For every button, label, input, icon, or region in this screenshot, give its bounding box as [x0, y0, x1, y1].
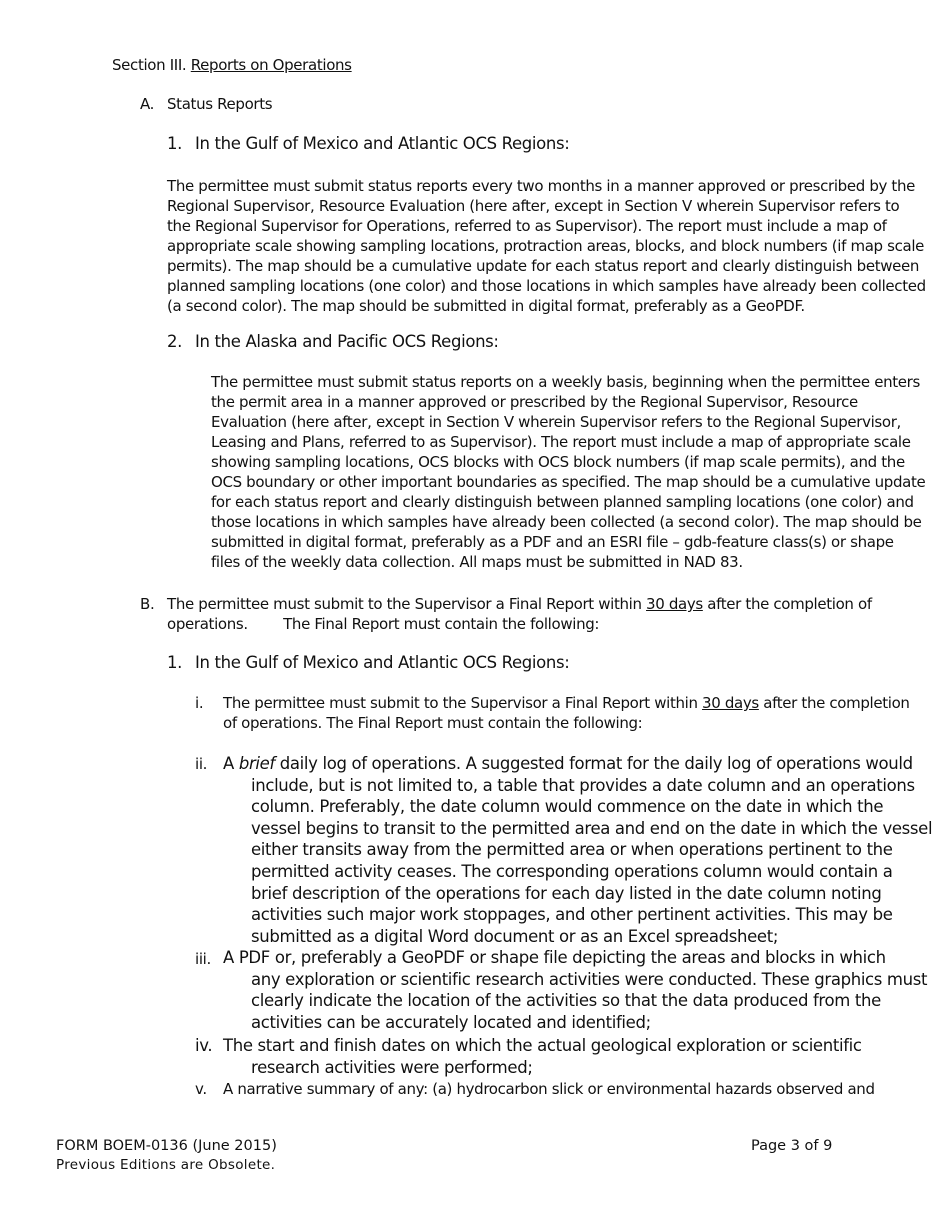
a-item1-marker: 1. [167, 134, 183, 153]
roman-ii-lead: A [223, 754, 239, 773]
paragraph-line: submitted in digital format, preferably as a PDF and an ESRI file – gdb-feature class(s) or shape [211, 533, 894, 551]
a-item2-paragraph [211, 372, 926, 572]
a-item2-title: In the Alaska and Pacific OCS Regions: [195, 332, 499, 351]
paragraph-line: column. Preferably, the date column would commence on the date in which the [251, 797, 884, 817]
paragraph-line: vessel begins to transit to the permitted area and end on the date in which the vessel [251, 818, 933, 838]
roman-v-text: A narrative summary of any: (a) hydrocarbon slick or environmental hazards observed and [223, 1080, 875, 1098]
roman-i-text-before: The permittee must submit to the Supervisor a Final Report within [223, 694, 703, 712]
deadline: 30 days [702, 694, 759, 712]
paragraph-line: files of the weekly data collection. All maps must be submitted in NAD 83. [211, 553, 743, 571]
a-item1-title: In the Gulf of Mexico and Atlantic OCS Regions: [195, 134, 570, 153]
paragraph-line: The permittee must submit status reports every two months in a manner approved or prescribed by the [167, 177, 916, 195]
roman-i-line-1 [223, 693, 913, 713]
roman-iv-continuation [223, 1057, 923, 1079]
intro-text: after the completion of [702, 595, 872, 613]
paragraph-line: for each status report and clearly distinguish between planned sampling locations (one color) and [211, 493, 914, 511]
footer-obsolete-note: Previous Editions are Obsolete. [56, 1157, 276, 1173]
paragraph-line: OCS boundary or other important boundaries as specified. The map should be a cumulative update [211, 473, 926, 491]
roman-iii-text [223, 947, 928, 1033]
footer-page-number: Page 3 of 9 [751, 1138, 833, 1154]
roman-ii-first-line: daily log of operations. A suggested format for the daily log of operations would [274, 754, 913, 773]
roman-iv-marker: iv. [195, 1036, 213, 1055]
paragraph-line: include, but is not limited to, a table that provides a date column and an operations [251, 775, 915, 795]
section-title: Reports on Operations [190, 56, 352, 74]
paragraph-line: planned sampling locations (one color) and those locations in which samples have already been collected [167, 277, 926, 295]
paragraph-line: those locations in which samples have already been collected (a second color). The map should be [211, 513, 922, 531]
roman-ii-emphasis: brief [238, 754, 275, 773]
subsection-a-marker: A. [140, 95, 155, 113]
roman-ii-continuation [223, 775, 933, 948]
roman-ii-text [223, 753, 933, 947]
paragraph-line: research activities were performed; [251, 1057, 533, 1077]
roman-ii-marker: ii. [195, 755, 208, 773]
paragraph-line: permits). The map should be a cumulative update for each status report and clearly distinguish between [167, 257, 920, 275]
deadline: 30 days [646, 595, 703, 613]
paragraph-line: activities such major work stoppages, and other pertinent activities. This may be [251, 905, 893, 925]
paragraph-line: showing sampling locations, OCS blocks with OCS block numbers (if map scale permits), and the [211, 453, 905, 471]
roman-ii-line-1 [223, 753, 923, 775]
roman-i-marker: i. [195, 694, 204, 712]
roman-iv-line-1: The start and finish dates on which the actual geological exploration or scientific [223, 1036, 862, 1055]
paragraph-line: Leasing and Plans, referred to as Supervisor). The report must include a map of appropriate scale [211, 433, 911, 451]
a-item2-marker: 2. [167, 332, 183, 351]
paragraph-line: Evaluation (here after, except in Section V wherein Supervisor refers to the Regional Supervisor, [211, 413, 901, 431]
paragraph-line: activities can be accurately located and identified; [251, 1012, 651, 1032]
section-heading [112, 55, 352, 75]
subsection-a-title: Status Reports [167, 95, 273, 113]
section-label: Section III. [112, 56, 187, 74]
paragraph-line: brief description of the operations for each day listed in the date column noting [251, 883, 882, 903]
intro-text: The permittee must submit to the Supervisor a Final Report within [167, 595, 647, 613]
roman-iv-text [223, 1035, 923, 1078]
paragraph-line: Regional Supervisor, Resource Evaluation (here after, except in Section V wherein Supervisor refers to [167, 197, 900, 215]
paragraph-line: The permittee must submit status reports on a weekly basis, beginning when the permittee enters [211, 373, 920, 391]
b-item1-title: In the Gulf of Mexico and Atlantic OCS Regions: [195, 653, 570, 672]
paragraph-line: clearly indicate the location of the activities so that the data produced from the [251, 991, 881, 1011]
roman-iii-line-1: A PDF or, preferably a GeoPDF or shape file depicting the areas and blocks in which [223, 948, 886, 967]
paragraph-line: any exploration or scientific research activities were conducted. These graphics must [251, 969, 928, 989]
subsection-b-intro [167, 594, 907, 634]
intro-line-1 [167, 594, 907, 614]
roman-iii-continuation [223, 969, 928, 1034]
roman-i-text [223, 693, 913, 733]
a-item1-paragraph [167, 176, 926, 316]
paragraph-line: appropriate scale showing sampling locations, protraction areas, blocks, and block numbers (if map scale [167, 237, 925, 255]
intro-line-2: operations. The Final Report must contain the following: [167, 615, 600, 633]
paragraph-line: (a second color). The map should be submitted in digital format, preferably as a GeoPDF. [167, 297, 805, 315]
subsection-b-marker: B. [140, 595, 155, 613]
paragraph-line: permitted activity ceases. The corresponding operations column would contain a [251, 861, 893, 881]
paragraph-line: the Regional Supervisor for Operations, referred to as Supervisor). The report must include a map of [167, 217, 887, 235]
roman-iii-marker: iii. [195, 950, 211, 968]
footer-form-id: FORM BOEM-0136 (June 2015) [56, 1138, 277, 1154]
roman-i-text-after: after the completion [758, 694, 910, 712]
paragraph-line: either transits away from the permitted area or when operations pertinent to the [251, 840, 893, 860]
roman-i-line-2: of operations. The Final Report must contain the following: [223, 714, 643, 732]
paragraph-line: the permit area in a manner approved or prescribed by the Regional Supervisor, Resource [211, 393, 858, 411]
paragraph-line: submitted as a digital Word document or as an Excel spreadsheet; [251, 926, 779, 946]
roman-v-marker: v. [195, 1080, 207, 1098]
b-item1-marker: 1. [167, 653, 183, 672]
